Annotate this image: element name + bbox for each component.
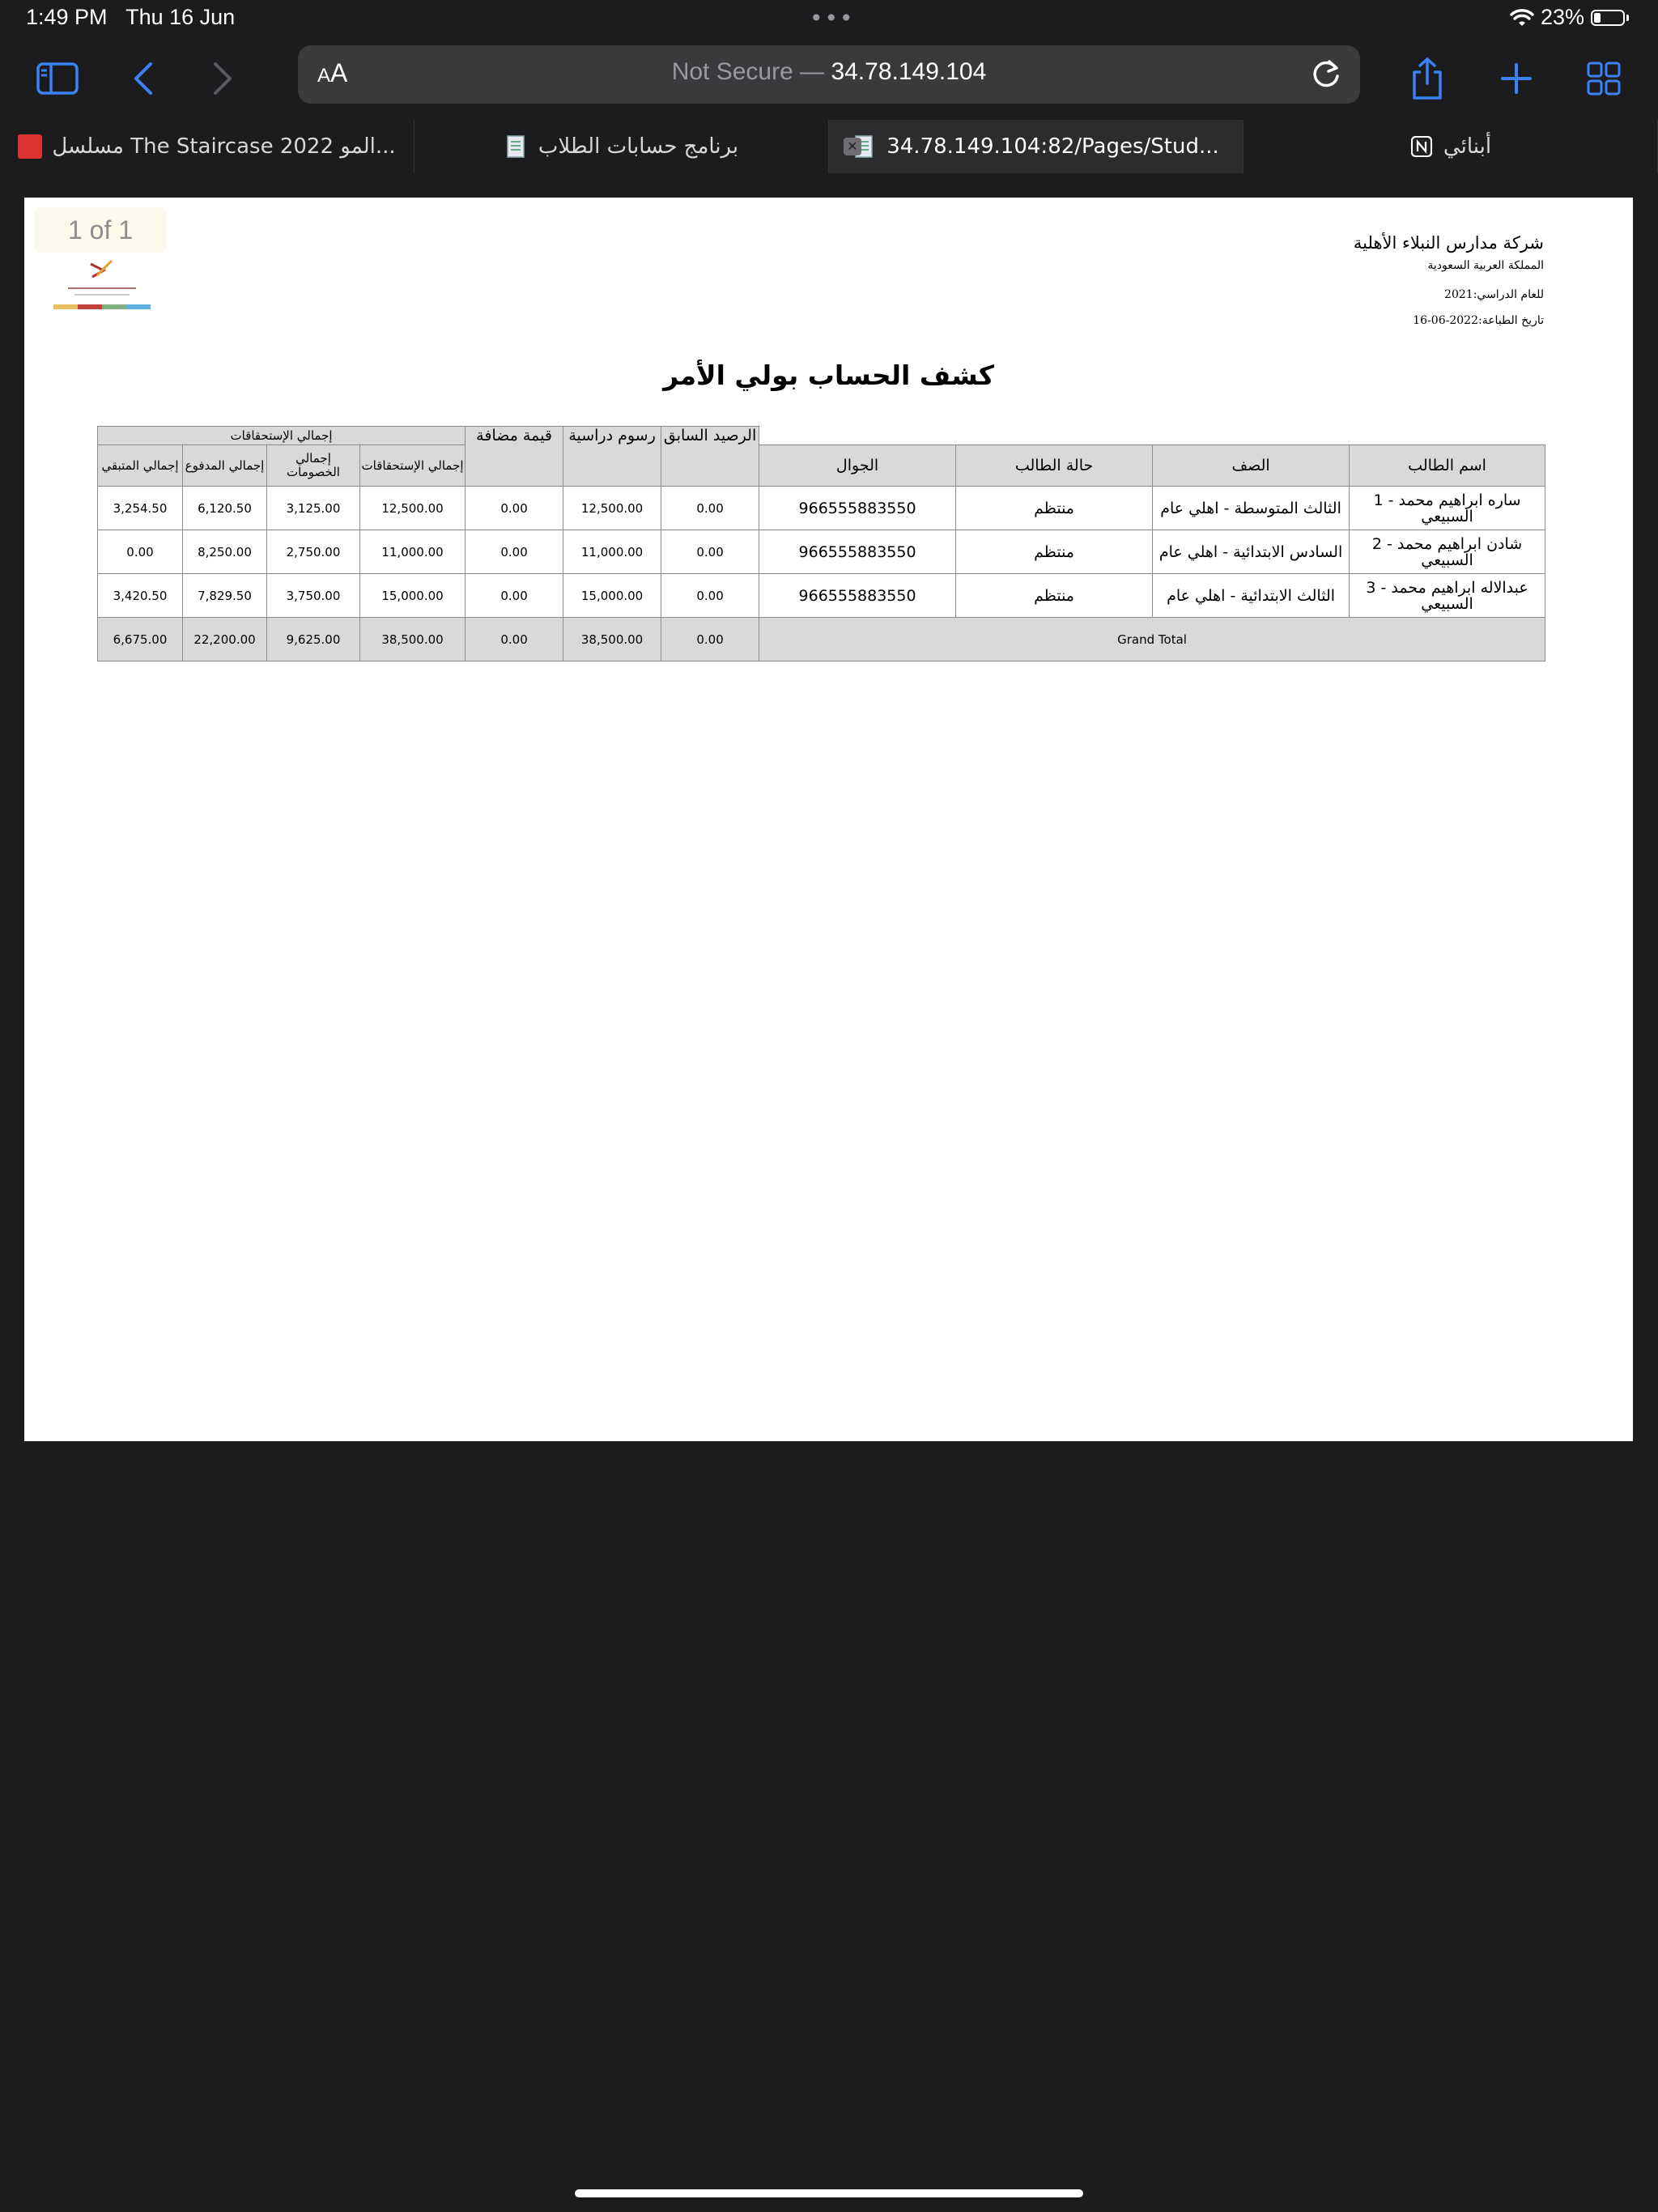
tab-staircase[interactable] xyxy=(0,120,414,173)
tuition-header: رسوم دراسية xyxy=(563,427,661,487)
page-counter: 1 of 1 xyxy=(34,207,167,253)
company-header xyxy=(1354,233,1544,327)
tuition-cell: 11,000.00 xyxy=(563,530,661,574)
table-row xyxy=(98,530,1545,574)
chevron-left-icon xyxy=(133,61,154,96)
document-favicon-icon xyxy=(504,134,529,159)
student-name-cell: شادن ابراهيم محمد - 2 السبيعي xyxy=(1350,530,1545,574)
mobile-cell: 966555883550 xyxy=(759,574,956,618)
status-cell: منتظم xyxy=(956,530,1153,574)
aa-big: A xyxy=(330,58,348,87)
grand-total-label: Grand Total xyxy=(759,618,1545,661)
grade-cell: السادس الابتدائية - اهلي عام xyxy=(1153,530,1350,574)
tuition-cell: 12,500.00 xyxy=(563,487,661,530)
vat-header: قيمة مضافة xyxy=(466,427,563,487)
dues-cell: 15,000.00 xyxy=(360,574,466,618)
browser-toolbar xyxy=(0,39,1658,120)
grand-total-row xyxy=(98,618,1545,661)
sidebar-icon xyxy=(36,62,79,95)
url-host: 34.78.149.104 xyxy=(831,58,987,85)
discounts-cell: 3,750.00 xyxy=(267,574,360,618)
address-bar[interactable] xyxy=(298,45,1360,104)
discounts-cell: 2,750.00 xyxy=(267,530,360,574)
total-remaining-cell: 6,675.00 xyxy=(98,618,183,661)
tab-label: مسلسل The Staircase 2022 المو... xyxy=(52,134,396,159)
paid-cell: 8,250.00 xyxy=(183,530,267,574)
account-statement-table xyxy=(97,426,1545,661)
new-tab-button[interactable] xyxy=(1488,50,1545,107)
company-name: شركة مدارس النبلاء الأهلية xyxy=(1353,233,1544,253)
aa-small: A xyxy=(317,65,331,87)
reload-icon[interactable] xyxy=(1308,57,1344,92)
student-name-cell: ساره ابراهيم محمد - 1 السبيعي xyxy=(1350,487,1545,530)
forward-button[interactable] xyxy=(194,50,251,107)
share-button[interactable] xyxy=(1399,50,1456,107)
tab-label: برنامج حسابات الطلاب xyxy=(538,134,739,159)
prev-balance-cell: 0.00 xyxy=(661,530,759,574)
vat-cell: 0.00 xyxy=(466,530,563,574)
tab-bar xyxy=(0,120,1658,173)
report-title: كشف الحساب بولي الأمر xyxy=(663,359,994,391)
prev-balance-cell: 0.00 xyxy=(661,574,759,618)
discounts-cell: 3,125.00 xyxy=(267,487,360,530)
status-cell: منتظم xyxy=(956,574,1153,618)
total-discounts-header: إجمالي الخصومات xyxy=(267,445,360,487)
total-remaining-header: إجمالي المتبقي xyxy=(98,445,183,487)
header-spacer xyxy=(759,427,1545,445)
tuition-cell: 15,000.00 xyxy=(563,574,661,618)
plus-icon xyxy=(1500,62,1533,95)
total-vat-cell: 0.00 xyxy=(466,618,563,661)
grid-icon xyxy=(1587,62,1621,96)
close-tab-icon[interactable]: ✕ xyxy=(844,138,861,155)
paid-cell: 7,829.50 xyxy=(183,574,267,618)
clock: 1:49 PM xyxy=(26,5,108,29)
grade-header: الصف xyxy=(1153,445,1350,487)
back-button[interactable] xyxy=(115,50,172,107)
status-header: حالة الطالب xyxy=(956,445,1153,487)
chevron-right-icon xyxy=(212,61,233,96)
mobile-cell: 966555883550 xyxy=(759,487,956,530)
paid-cell: 6,120.50 xyxy=(183,487,267,530)
remaining-cell: 3,420.50 xyxy=(98,574,183,618)
total-paid-cell: 22,200.00 xyxy=(183,618,267,661)
battery-tip xyxy=(1626,15,1629,21)
total-dues-cell: 38,500.00 xyxy=(360,618,466,661)
table-row xyxy=(98,487,1545,530)
total-paid-header: إجمالي المدفوع xyxy=(183,445,267,487)
remaining-cell: 0.00 xyxy=(98,530,183,574)
date: Thu 16 Jun xyxy=(125,5,236,29)
total-dues-header: إجمالي الإستحقاقات xyxy=(360,445,466,487)
notion-favicon-icon xyxy=(1409,134,1434,159)
header-row-1 xyxy=(98,427,1545,445)
share-icon xyxy=(1409,56,1445,101)
not-secure-label: Not Secure — xyxy=(671,58,831,85)
academic-year: للعام الدراسي:2021 xyxy=(1444,288,1544,301)
url-text[interactable] xyxy=(298,58,1360,86)
battery-level xyxy=(1594,13,1601,23)
mobile-header: الجوال xyxy=(759,445,956,487)
status-cell: منتظم xyxy=(956,487,1153,530)
prev-balance-cell: 0.00 xyxy=(661,487,759,530)
prev-balance-header: الرصيد السابق xyxy=(661,427,759,487)
vat-cell: 0.00 xyxy=(466,574,563,618)
status-bar xyxy=(0,0,1658,39)
total-tuition-cell: 38,500.00 xyxy=(563,618,661,661)
grade-cell: الثالث الابتدائية - اهلي عام xyxy=(1153,574,1350,618)
tab-label: 34.78.149.104:82/Pages/Stud... xyxy=(886,134,1219,159)
dues-cell: 12,500.00 xyxy=(360,487,466,530)
country-name: المملكة العربية السعودية xyxy=(1427,259,1544,272)
total-prev-balance-cell: 0.00 xyxy=(661,618,759,661)
sidebar-toggle-button[interactable] xyxy=(29,50,86,107)
battery-icon xyxy=(1591,10,1625,26)
mobile-cell: 966555883550 xyxy=(759,530,956,574)
home-indicator[interactable] xyxy=(575,2189,1083,2197)
tab-report-page[interactable] xyxy=(829,120,1244,173)
total-discounts-cell: 9,625.00 xyxy=(267,618,360,661)
student-name-header: اسم الطالب xyxy=(1350,445,1545,487)
status-time xyxy=(26,5,235,30)
vat-cell: 0.00 xyxy=(466,487,563,530)
netflix-favicon-icon xyxy=(18,134,42,159)
student-name-cell: عبدالاله ابراهيم محمد - 3 السبيعي xyxy=(1350,574,1545,618)
tab-overview-button[interactable] xyxy=(1575,50,1632,107)
grade-cell: الثالث المتوسطة - اهلي عام xyxy=(1153,487,1350,530)
dues-cell: 11,000.00 xyxy=(360,530,466,574)
multitasking-dots[interactable]: ••• xyxy=(810,5,855,32)
dues-group-header: إجمالي الإستحقاقات xyxy=(98,427,466,445)
table-row xyxy=(98,574,1545,618)
report-page xyxy=(24,198,1633,1441)
tab-label: أبنائي xyxy=(1443,134,1492,159)
tab-my-children[interactable] xyxy=(1244,120,1658,173)
remaining-cell: 3,254.50 xyxy=(98,487,183,530)
status-right xyxy=(1510,5,1629,30)
tab-student-accounts[interactable] xyxy=(414,120,829,173)
school-logo-icon xyxy=(52,259,152,313)
wifi-icon xyxy=(1510,8,1534,28)
print-date: تاريخ الطباعة:2022-06-16 xyxy=(1413,314,1544,327)
battery-percent: 23% xyxy=(1540,5,1584,29)
